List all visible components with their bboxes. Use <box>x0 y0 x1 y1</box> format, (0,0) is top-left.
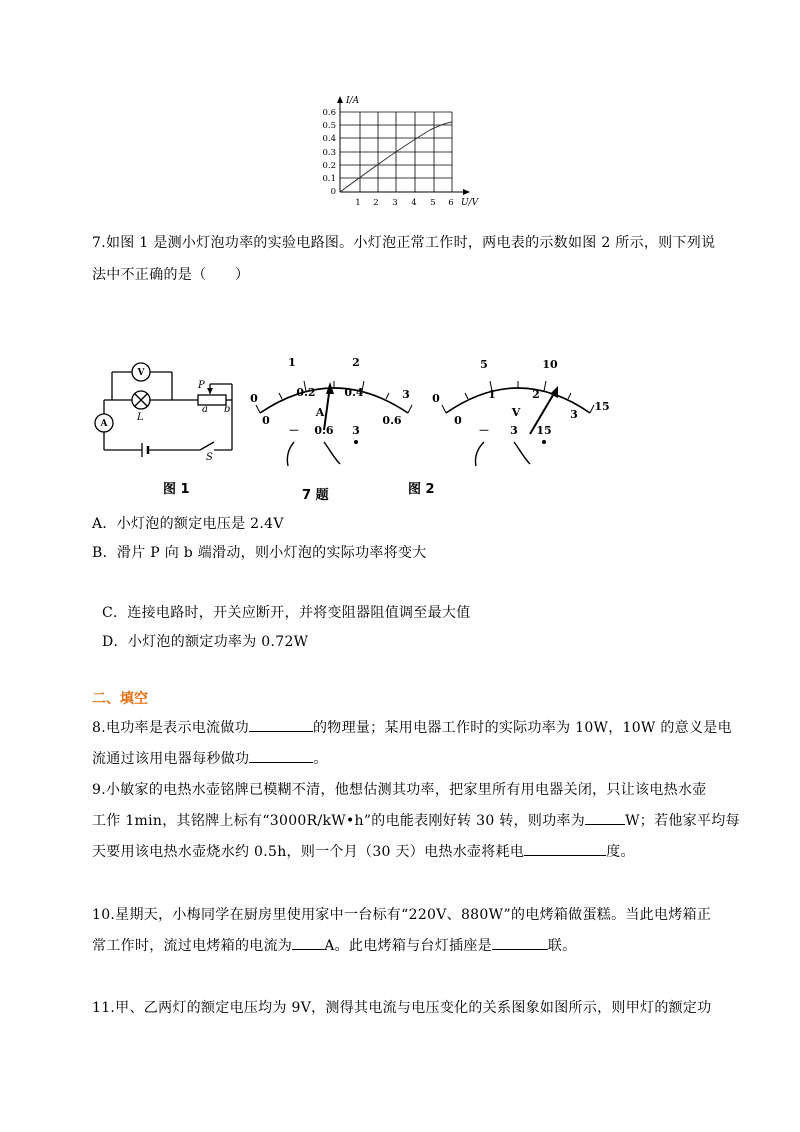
ammeter-top-tick: 3 <box>402 388 410 401</box>
ammeter-top-tick: 1 <box>288 356 296 369</box>
voltmeter-terminal: － <box>478 424 490 437</box>
ammeter-unit: A <box>315 406 325 419</box>
answer-blank[interactable] <box>249 717 313 732</box>
graph-y-tick: 0.5 <box>322 121 336 131</box>
circuit-diagram <box>92 350 242 465</box>
q7-option-a: A．小灯泡的额定电压是 2.4V <box>92 516 284 532</box>
graph-x-tick: 6 <box>448 198 454 208</box>
q11-line1: 11.甲、乙两灯的额定电压均为 9V，测得其电流与电压变化的关系图象如图所示，则甲灯的额定功 <box>92 1000 712 1016</box>
graph-y-tick: 0.6 <box>322 108 336 118</box>
ammeter-bottom-tick: 0 <box>262 414 270 427</box>
slider-label: P <box>198 380 205 391</box>
graph-x-label: U/V <box>461 198 479 208</box>
q9-text: W；若他家平均每 <box>625 813 740 829</box>
q9-line3 <box>92 841 635 861</box>
graph-y-tick: 0.1 <box>322 174 336 184</box>
q9-text: 工作 1min，其铭牌上标有“3000R/kW•h”的电能表刚好转 30 转，则功率为 <box>92 813 586 829</box>
rheostat-end-a: a <box>202 404 208 415</box>
voltmeter-bottom-tick: 0 <box>454 414 462 427</box>
q8-text: 。 <box>313 751 328 767</box>
ammeter-dial <box>244 348 424 470</box>
section-title: 二、填空 <box>92 691 148 707</box>
switch-label: S <box>206 452 213 463</box>
voltmeter-top-tick: 10 <box>542 358 558 371</box>
graph-y-tick: 0 <box>330 187 336 197</box>
q7-stem-line1: 7.如图 1 是测小灯泡功率的实验电路图。小灯泡正常工作时，两电表的示数如图 2 所示，则下列说 <box>92 235 716 251</box>
graph-y-label: I/A <box>346 96 360 106</box>
q9-text: 度。 <box>606 844 635 860</box>
q7-stem-line2: 法中不正确的是（ ） <box>92 267 250 283</box>
q9-text: 天要用该电热水壶烧水约 0.5h，则一个月（30 天）电热水壶将耗电 <box>92 844 525 860</box>
answer-blank[interactable] <box>524 841 606 856</box>
ammeter-top-tick: 0 <box>250 392 258 405</box>
q8-line2 <box>92 748 328 768</box>
q10-line2 <box>92 935 577 955</box>
voltmeter-symbol: V <box>137 368 145 378</box>
q8-text: 流通过该用电器每秒做功 <box>92 751 250 767</box>
answer-blank[interactable] <box>585 810 625 825</box>
answer-blank[interactable] <box>249 748 313 763</box>
q9-line1: 9.小敏家的电热水壶铭牌已模糊不清，他想估测其功率，把家里所有用电器关闭，只让该电热水壶 <box>92 782 707 798</box>
answer-blank[interactable] <box>492 935 548 950</box>
voltmeter-top-tick: 15 <box>594 400 610 413</box>
q7-option-b: B．滑片 P 向 b 端滑动，则小灯泡的实际功率将变大 <box>92 545 427 561</box>
voltmeter-terminal: 15 <box>536 424 552 437</box>
figure1-caption: 图 1 <box>163 482 190 497</box>
voltmeter-bottom-tick: 3 <box>570 408 578 421</box>
ammeter-top-tick: 2 <box>352 356 360 369</box>
voltmeter-top-tick: 0 <box>432 392 440 405</box>
voltmeter-terminal: 3 <box>510 424 518 437</box>
q10-text: 常工作时，流过电烤箱的电流为 <box>92 938 293 954</box>
graph-x-tick: 2 <box>373 198 379 208</box>
q7-option-d: D．小灯泡的额定功率为 0.72W <box>102 634 309 650</box>
q10-text: A。此电烤箱与台灯插座是 <box>324 938 492 954</box>
graph-y-tick: 0.4 <box>322 134 336 144</box>
lamp-label: L <box>137 412 144 423</box>
figure-title: 7 题 <box>302 488 329 503</box>
figure2-caption: 图 2 <box>408 482 435 497</box>
rheostat-end-b: b <box>224 404 231 415</box>
q8-line1 <box>92 717 732 737</box>
ammeter-bottom-tick: 0.4 <box>344 386 364 399</box>
q8-text: 的物理量；某用电器工作时的实际功率为 10W，10W 的意义是电 <box>312 720 732 736</box>
q9-line2 <box>92 810 740 830</box>
ammeter-bottom-tick: 0.6 <box>382 414 402 427</box>
q10-text: 联。 <box>547 938 577 954</box>
voltmeter-bottom-tick: 1 <box>488 388 496 401</box>
voltmeter-bottom-tick: 2 <box>532 388 540 401</box>
q8-text: 8.电功率是表示电流做功 <box>92 720 249 736</box>
ammeter-symbol: A <box>100 419 108 429</box>
graph-y-tick: 0.3 <box>322 148 336 158</box>
ammeter-terminal: － <box>288 424 300 437</box>
iu-graph <box>300 90 500 212</box>
voltmeter-dial <box>428 348 618 470</box>
q7-option-c: C．连接电路时，开关应断开，并将变阻器阻值调至最大值 <box>102 605 471 621</box>
ammeter-terminal: 3 <box>352 424 360 437</box>
graph-x-tick: 1 <box>355 198 361 208</box>
graph-y-tick: 0.2 <box>322 161 336 171</box>
ammeter-terminal: 0.6 <box>314 424 334 437</box>
graph-x-tick: 5 <box>430 198 436 208</box>
graph-x-tick: 4 <box>411 198 417 208</box>
q10-line1: 10.星期天，小梅同学在厨房里使用家中一台标有“220V、880W”的电烤箱做蛋糕。当此电烤箱正 <box>92 907 712 923</box>
answer-blank[interactable] <box>292 935 324 950</box>
voltmeter-unit: V <box>511 406 521 419</box>
voltmeter-top-tick: 5 <box>480 358 488 371</box>
graph-x-tick: 3 <box>392 198 398 208</box>
ammeter-bottom-tick: 0.2 <box>296 386 316 399</box>
